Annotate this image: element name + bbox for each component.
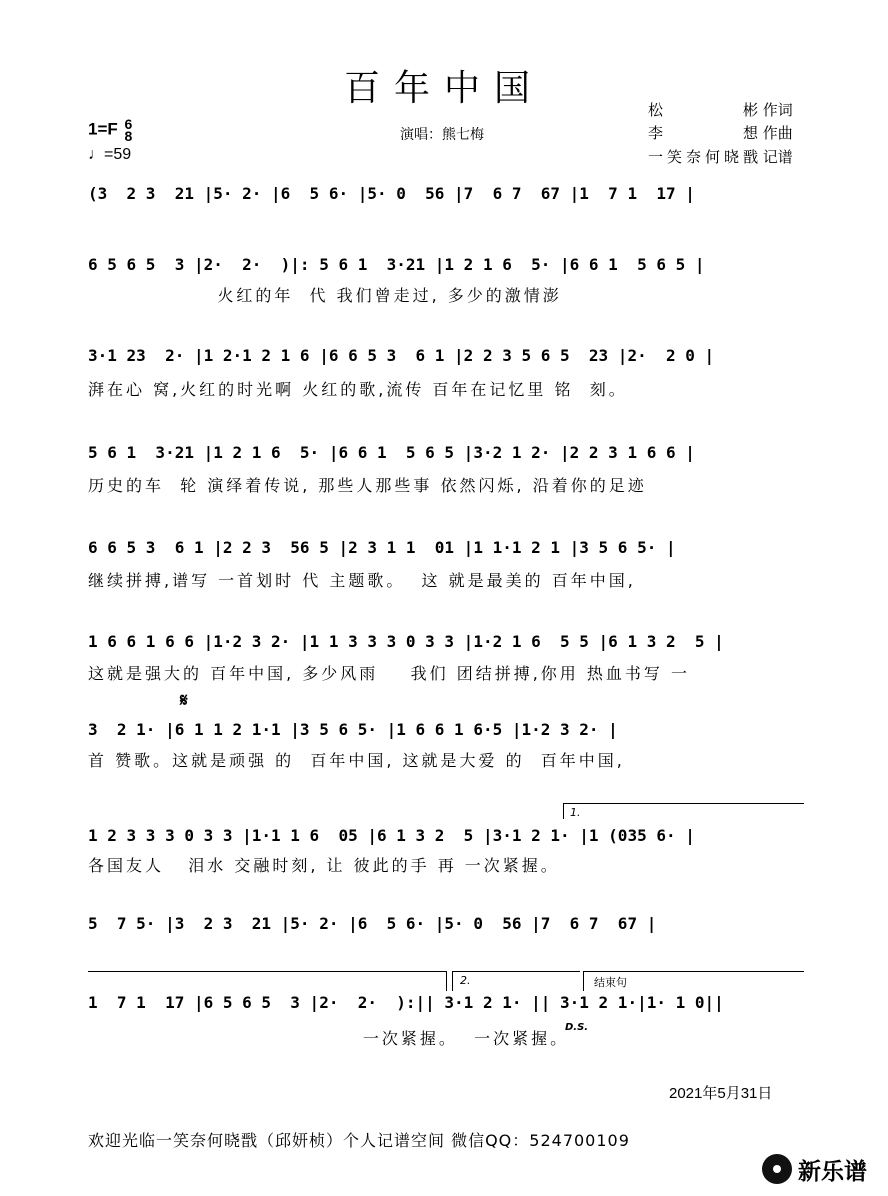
score-line-lyrics: 一次紧握。 一次紧握。 [88, 1029, 570, 1048]
score-line-lyrics: 各国友人 泪水 交融时刻, 让 彼此的手 再 一次紧握。 [88, 856, 560, 875]
ds-marking: D.S. [565, 1022, 589, 1033]
score-line-notes: 6 5 6 5 3 |2· 2· )|: 5 6 1 3·21 |1 2 1 6 5· |6 6 1 5 6 5 | [88, 255, 705, 274]
score-line-lyrics: 这就是强大的 百年中国, 多少风雨 我们 团结拼搏,你用 热血书写 一 [88, 664, 690, 683]
tempo-marking [88, 146, 131, 164]
site-logo [762, 1151, 867, 1187]
score-line-notes: 6 6 5 3 6 1 |2 2 3 56 5 |2 3 1 1 01 |1 1·1 2 1 |3 5 6 5· | [88, 538, 676, 557]
time-signature [125, 118, 133, 142]
score-line-lyrics: 湃在心 窝,火红的时光啊 火红的歌,流传 百年在记忆里 铭 刻。 [88, 380, 628, 399]
singer-credit: 演唱：熊七梅 [400, 127, 484, 143]
volta-2-label: 2. [460, 974, 471, 987]
time-denominator: 8 [124, 128, 133, 144]
ending-bracket-edge [583, 971, 584, 991]
score-line-lyrics: 历史的车 轮 演绎着传说, 那些人那些事 依然闪烁, 沿着你的足迹 [88, 476, 647, 495]
transcriber-role: 记谱 [762, 148, 793, 166]
score-line-lyrics: 继续拼搏,谱写 一首划时 代 主题歌。 这 就是最美的 百年中国, [88, 571, 636, 590]
volta-2-bracket-edge [452, 971, 453, 991]
score-line-lyrics: 首 赞歌。这就是顽强 的 百年中国, 这就是大爱 的 百年中国, [88, 751, 625, 770]
lyricist-credit [648, 99, 793, 120]
score-line-lyrics: 火红的年 代 我们曾走过, 多少的激情澎 [88, 286, 562, 305]
score-line-notes: (3 2 3 21 |5· 2· |6 5 6· |5· 0 56 |7 6 7 67 |1 7 1 17 | [88, 184, 695, 203]
lyricist-name: 松 彬 [648, 101, 758, 119]
score-line-notes: 5 7 5· |3 2 3 21 |5· 2· |6 5 6· |5· 0 56 |7 6 7 67 | [88, 914, 657, 933]
repeat-span-line [88, 971, 446, 972]
score-line-notes: 1 6 6 1 6 6 |1·2 3 2· |1 1 3 3 3 0 3 3 |1·2 1 6 5 5 |6 1 3 2 5 | [88, 632, 724, 651]
key-signature [88, 118, 132, 142]
tempo-value: =59 [104, 146, 132, 163]
score-line-notes: 3 2 1· |6 1 1 2 1·1 |3 5 6 5· |1 6 6 1 6·5 |1·2 3 2· | [88, 720, 618, 739]
score-line-notes: 1 2 3 3 3 0 3 3 |1·1 1 6 05 |6 1 3 2 5 |3·1 2 1· |1 (035 6· | [88, 826, 695, 845]
ending-bracket [583, 971, 804, 972]
score-line-notes: 1 7 1 17 |6 5 6 5 3 |2· 2· ):|| 3·1 2 1· || 3·1 2 1·|1· 1 0|| [88, 993, 724, 1012]
transcription-date: 2021年5月31日 [669, 1085, 773, 1102]
record-disc-icon [762, 1154, 792, 1184]
composer-credit [648, 122, 793, 143]
transcriber-credit [648, 146, 793, 167]
volta-2-bracket [452, 971, 580, 972]
quarter-note-icon: ♩ [88, 146, 104, 163]
volta-1-bracket-edge [563, 803, 564, 819]
segno-sign: 𝄋 [180, 690, 188, 711]
score-line-notes: 5 6 1 3·21 |1 2 1 6 5· |6 6 1 5 6 5 |3·2 1 2· |2 2 3 1 6 6 | [88, 443, 695, 462]
volta-1-label: 1. [570, 806, 581, 819]
volta-1-bracket [563, 803, 804, 804]
key-label: 1=F [88, 119, 118, 139]
lyricist-role: 作词 [762, 101, 793, 119]
composer-name: 李 想 [648, 124, 758, 142]
score-line-notes: 3·1 23 2· |1 2·1 2 1 6 |6 6 5 3 6 1 |2 2 3 5 6 5 23 |2· 2 0 | [88, 346, 715, 365]
repeat-span-edge [446, 971, 447, 991]
transcriber-name: 一笑奈何晓戬 [648, 148, 758, 166]
time-numerator: 6 [124, 116, 133, 132]
composer-role: 作曲 [762, 124, 793, 142]
ending-label: 结束句 [594, 976, 627, 989]
footer-note: 欢迎光临一笑奈何晓戬（邱妍桢）个人记谱空间 微信QQ：524700109 [88, 1131, 630, 1150]
song-title: 百年中国 [343, 68, 544, 109]
logo-text: 新乐谱 [798, 1158, 867, 1185]
